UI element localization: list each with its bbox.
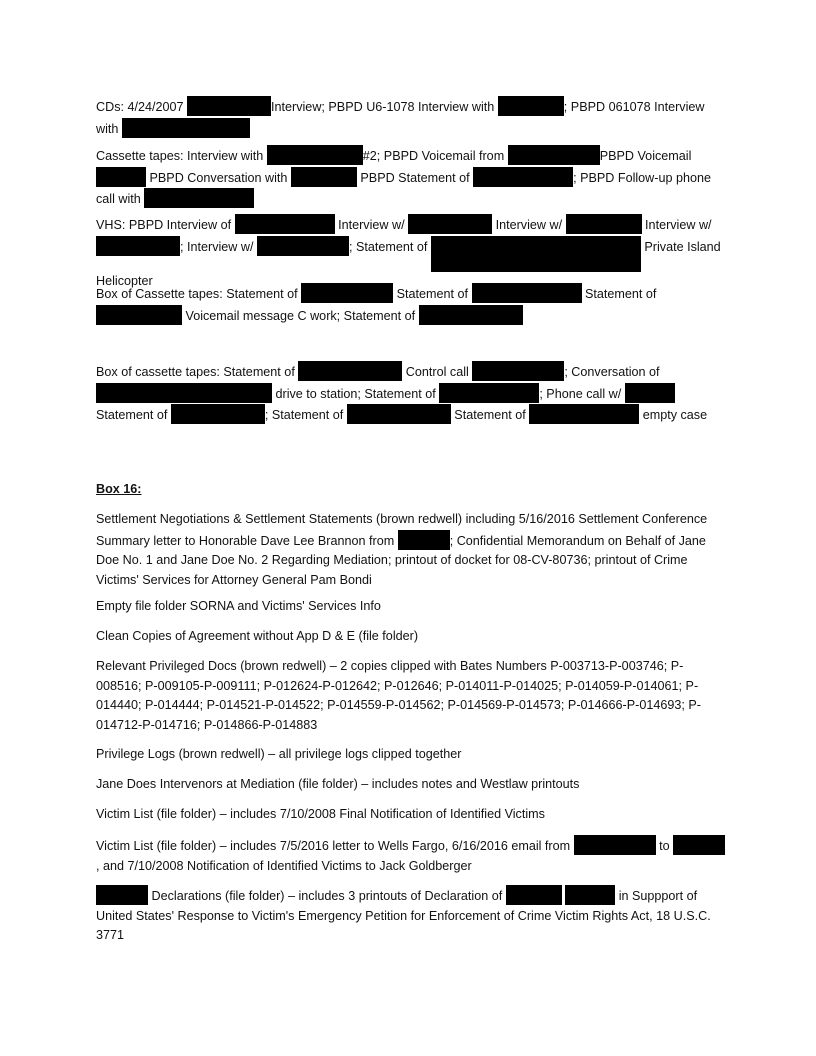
redaction <box>171 404 265 424</box>
redaction <box>419 305 523 325</box>
clean-copies-entry: Clean Copies of Agreement without App D & E (file folder) <box>96 629 419 643</box>
redaction <box>506 885 562 905</box>
text: CDs: 4/24/2007 <box>96 100 188 114</box>
text: Box of cassette tapes: Statement of <box>96 365 299 379</box>
redaction <box>291 167 357 187</box>
privilege-logs-entry: Privilege Logs (brown redwell) – all privilege logs clipped together <box>96 747 462 761</box>
redaction <box>574 835 656 855</box>
settlement-entry <box>96 510 728 590</box>
text: in Suppport of United States' Response to Victim's Emergency Petition for Enforcement of Crime Victim Rights Act, 18 U.S.C. 3771 <box>96 889 711 943</box>
redaction <box>235 214 335 234</box>
text: ; PBPD 061078 Interview with <box>96 100 705 136</box>
text: PBPD Voicemail <box>599 149 692 163</box>
text: Interview; PBPD U6-1078 Interview with <box>271 100 498 114</box>
redaction <box>498 96 564 116</box>
redaction <box>301 283 393 303</box>
victim-list-entry: Victim List (file folder) – includes 7/10/2008 Final Notification of Identified Victims <box>96 807 545 821</box>
redaction <box>96 305 182 325</box>
redaction <box>566 214 642 234</box>
box-cassette-tapes-entry-2 <box>96 361 728 426</box>
redaction <box>472 283 582 303</box>
redaction <box>96 885 148 905</box>
text: empty case <box>639 408 708 423</box>
privileged-docs-entry: Relevant Privileged Docs (brown redwell) – 2 copies clipped with Bates Numbers P-003713-P-003746; P-008516; P-009105-P-009111; P-012624-P-012642; P-012646; P-014011-P-014025; P-014059-P-014061; P-014440; P-014444; P-014521-P-014522; P-014559-P-014562; P-014569-P-014573; P-014666-P-014693; P-014712-P-014716; P-014866-P-014883 <box>96 659 701 732</box>
text: ; Phone call w/ <box>539 386 625 401</box>
text: Interview w/ <box>334 218 409 232</box>
vhs-entry <box>96 214 728 291</box>
redaction <box>625 383 675 403</box>
redaction <box>96 167 146 187</box>
redaction <box>257 236 349 256</box>
text: Statement of <box>393 287 472 301</box>
redaction <box>122 118 250 138</box>
cds-entry <box>96 96 728 139</box>
text: Private Island Helicopter <box>96 239 721 288</box>
redaction <box>408 214 492 234</box>
redaction <box>439 383 539 403</box>
text: Interview w/ <box>492 218 566 232</box>
redaction <box>431 236 641 272</box>
text: PBPD Statement of <box>356 170 474 185</box>
text: drive to station; Statement of <box>272 386 440 401</box>
text: ; Statement of <box>348 239 431 254</box>
text: ; Statement of <box>264 408 347 423</box>
text: Control call <box>402 365 473 379</box>
redaction <box>298 361 402 381</box>
text: Victim List (file folder) – includes 7/5/2016 letter to Wells Fargo, 6/16/2016 email from <box>96 839 574 853</box>
redaction <box>96 236 180 256</box>
redaction <box>187 96 271 116</box>
text: ; PBPD Follow-up phone call with <box>96 170 711 207</box>
text: , and 7/10/2008 Notification of Identified Victims to Jack Goldberger <box>96 858 472 873</box>
text: Statement of <box>96 408 171 423</box>
text: to <box>655 839 674 853</box>
text: ; Interview w/ <box>180 239 257 254</box>
text: ; Confidential Memorandum on Behalf of Jane Doe No. 1 and Jane Doe No. 2 Regarding Mediation; printout of docket for 08-CV-80736; printout of Crime Victims' Services for Attorney General Pam Bondi <box>96 533 706 587</box>
victim-list-entry-2 <box>96 835 728 876</box>
text: PBPD Conversation with <box>146 170 291 185</box>
text: Voicemail message C work; Statement of <box>182 308 419 323</box>
text: Interview w/ <box>641 218 712 232</box>
redaction <box>398 530 450 550</box>
redaction <box>473 167 573 187</box>
text: Settlement Negotiations & Settlement Statements (brown redwell) including 5/16/2016 Settlement Conference Summary letter to Honorable Dave Lee Brannon from <box>96 512 708 548</box>
redaction <box>472 361 564 381</box>
text: Declarations (file folder) – includes 3 printouts of Declaration of <box>148 889 506 903</box>
redaction <box>565 885 615 905</box>
redaction <box>267 145 363 165</box>
text: ; Conversation of <box>564 365 660 379</box>
redaction <box>508 145 600 165</box>
declarations-entry <box>96 885 728 946</box>
text: VHS: PBPD Interview of <box>96 218 235 232</box>
sorna-entry: Empty file folder SORNA and Victims' Services Info <box>96 599 381 613</box>
redaction <box>529 404 639 424</box>
box-cassette-tapes-entry <box>96 283 728 326</box>
text: Statement of <box>450 408 530 423</box>
jane-does-entry: Jane Does Intervenors at Mediation (file folder) – includes notes and Westlaw printouts <box>96 777 580 791</box>
text: Statement of <box>581 287 657 301</box>
redaction <box>96 383 272 403</box>
text: #2; PBPD Voicemail from <box>362 149 508 163</box>
redaction <box>144 188 254 208</box>
cassette-tapes-entry <box>96 145 728 210</box>
text: Cassette tapes: Interview with <box>96 149 267 163</box>
redaction <box>347 404 451 424</box>
box-16-heading: Box 16: <box>96 482 142 496</box>
redaction <box>673 835 725 855</box>
text: Box of Cassette tapes: Statement of <box>96 287 302 301</box>
